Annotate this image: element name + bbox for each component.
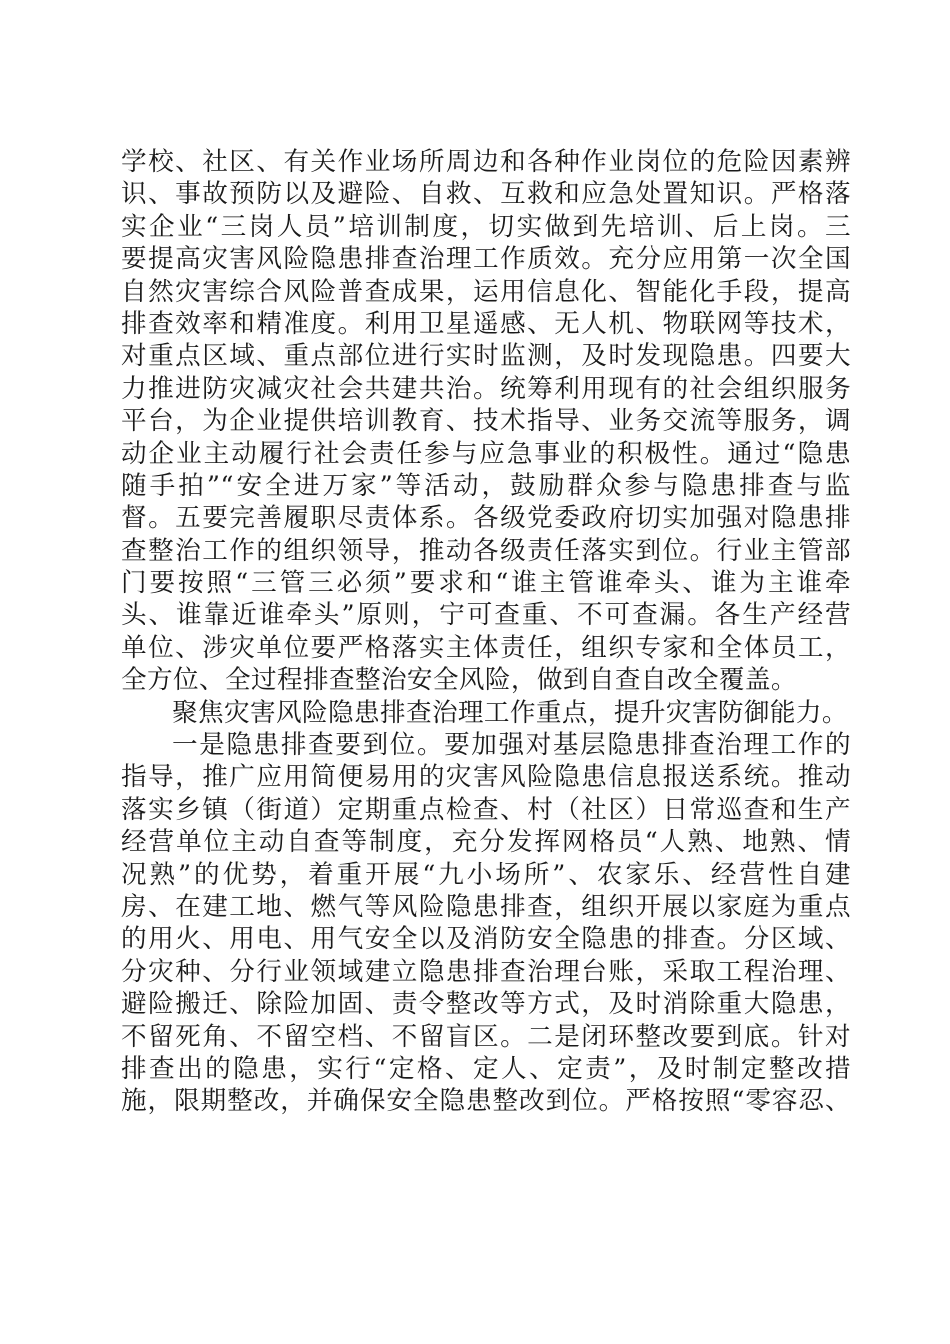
text-line: 排查效率和精准度。利用卫星遥感、无人机、物联网等技术， (121, 308, 851, 339)
body-text (121, 146, 851, 1118)
text-line: 单位、涉灾单位要严格落实主体责任，组织专家和全体员工， (121, 632, 851, 663)
text-line: 力推进防灾减灾社会共建共治。统筹利用现有的社会组织服务 (121, 373, 851, 404)
text-line: 况熟”的优势，着重开展“九小场所”、农家乐、经营性自建 (121, 859, 851, 890)
text-line: 排查出的隐患，实行“定格、定人、定责”，及时制定整改措 (121, 1053, 851, 1084)
text-line: 经营单位主动自查等制度，充分发挥网格员“人熟、地熟、情 (121, 827, 851, 858)
text-line: 要提高灾害风险隐患排查治理工作质效。充分应用第一次全国 (121, 244, 851, 275)
text-line: 随手拍”“安全进万家”等活动，鼓励群众参与隐患排查与监 (121, 470, 851, 501)
text-line: 不留死角、不留空档、不留盲区。二是闭环整改要到底。针对 (121, 1021, 851, 1052)
text-line: 一是隐患排查要到位。要加强对基层隐患排查治理工作的 (172, 730, 851, 761)
text-line: 平台，为企业提供培训教育、技术指导、业务交流等服务，调 (121, 406, 851, 437)
text-line: 督。五要完善履职尽责体系。各级党委政府切实加强对隐患排 (121, 503, 851, 534)
text-line: 分灾种、分行业领域建立隐患排查治理台账，采取工程治理、 (121, 956, 851, 987)
text-line: 房、在建工地、燃气等风险隐患排查，组织开展以家庭为重点 (121, 891, 851, 922)
text-line: 指导，推广应用简便易用的灾害风险隐患信息报送系统。推动 (121, 762, 851, 793)
text-line: 避险搬迁、除险加固、责令整改等方式，及时消除重大隐患， (121, 989, 851, 1020)
text-line: 查整治工作的组织领导，推动各级责任落实到位。行业主管部 (121, 535, 851, 566)
text-line: 门要按照“三管三必须”要求和“谁主管谁牵头、谁为主谁牵 (121, 568, 851, 599)
text-line: 的用火、用电、用气安全以及消防安全隐患的排查。分区域、 (121, 924, 851, 955)
text-line: 施，限期整改，并确保安全隐患整改到位。严格按照“零容忍、 (121, 1086, 851, 1117)
text-line: 学校、社区、有关作业场所周边和各种作业岗位的危险因素辨 (121, 147, 851, 177)
text-line: 头、谁靠近谁牵头”原则，宁可查重、不可查漏。各生产经营 (121, 600, 851, 631)
text-line: 自然灾害综合风险普查成果，运用信息化、智能化手段，提高 (121, 276, 851, 307)
section-heading: 聚焦灾害风险隐患排查治理工作重点，提升灾害防御能力。 (172, 697, 848, 728)
text-line: 动企业主动履行社会责任参与应急事业的积极性。通过“隐患 (121, 438, 851, 469)
text-line: 全方位、全过程排查整治安全风险，做到自查自改全覆盖。 (121, 665, 797, 696)
text-line: 对重点区域、重点部位进行实时监测，及时发现隐患。四要大 (121, 341, 851, 372)
text-line: 实企业“三岗人员”培训制度，切实做到先培训、后上岗。三 (121, 211, 851, 242)
text-line: 落实乡镇（街道）定期重点检查、村（社区）日常巡查和生产 (121, 794, 851, 825)
text-line: 识、事故预防以及避险、自救、互救和应急处置知识。严格落 (121, 179, 851, 210)
